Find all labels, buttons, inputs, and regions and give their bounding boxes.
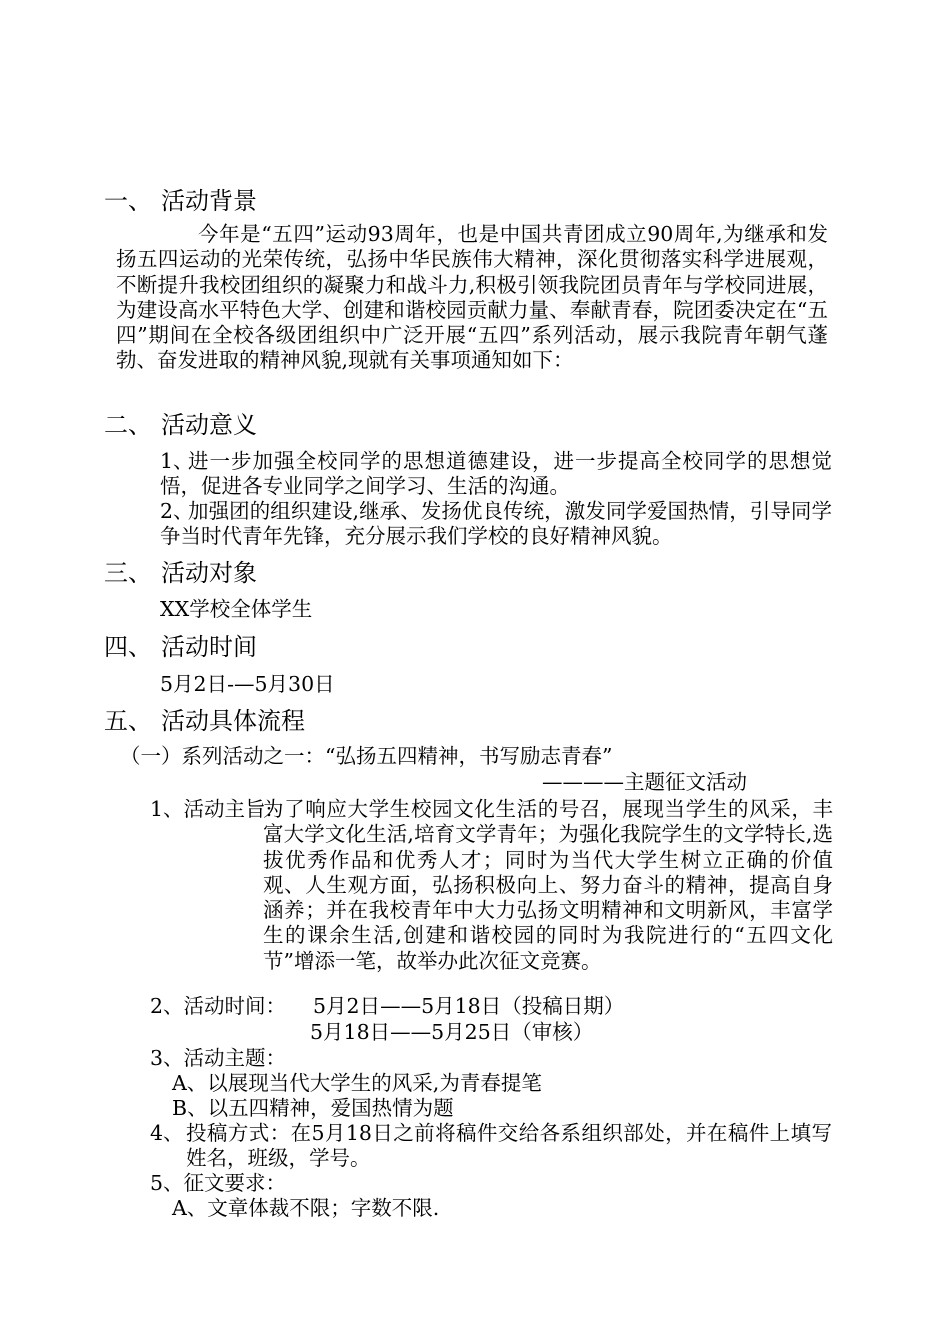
section-title: 活动背景 [161, 187, 257, 215]
activity-one-title: （一）系列活动之一：“弘扬五四精神，书写励志青春” [120, 744, 613, 768]
section-number: 五、 [104, 707, 152, 735]
requirements-label: 5、征文要求： [150, 1171, 287, 1195]
section-heading-flow [104, 706, 305, 736]
significance-item-2 [160, 499, 832, 551]
section-title: 活动对象 [161, 559, 257, 587]
item-number: 2、 [160, 499, 194, 523]
section-heading-target [104, 558, 257, 588]
target-text: XX学校全体学生 [160, 597, 313, 621]
section-heading-significance [104, 410, 257, 440]
item-number: 1、 [160, 449, 194, 473]
purpose-text: 为了响应大学生校园文化生活的号召，展现当学生的风采，丰富大学文化生活,培育文学青年；为强化我院学生的文学特长,选拔优秀作品和优秀人才；同时为当代大学生树立正确的价值观、人生观方面，弘扬积极向上、努力奋斗的精神，提高自身涵养；并在我校青年中大力弘扬文明精神和文明新风，丰富学生的课余生活,创建和谐校园的同时为我院进行的“五四文化节”增添一笔，故举办此次征文竞赛。 [263, 797, 833, 973]
submission-text: 投稿方式：在5月18日之前将稿件交给各系组织部处，并在稿件上填写姓名，班级，学号。 [186, 1121, 832, 1170]
theme-option-b: B、以五四精神，爱国热情为题 [172, 1096, 454, 1120]
section-title: 活动意义 [161, 411, 257, 439]
section-heading-background [104, 186, 257, 216]
theme-label: 3、活动主题： [150, 1046, 287, 1070]
section-number: 一、 [104, 187, 152, 215]
section-number: 三、 [104, 559, 152, 587]
activity-one-subtitle: ————主题征文活动 [542, 770, 747, 794]
activity-time-line2: 5月18日——5月25日（审核） [310, 1020, 594, 1044]
item-text: 进一步加强全校同学的思想道德建设，进一步提高全校同学的思想觉悟，促进各专业同学之间学习、生活的沟通。 [160, 449, 832, 498]
section-heading-time [104, 632, 257, 662]
time-text: 5月2日-—5月30日 [160, 672, 335, 696]
activity-time-label: 2、活动时间： [150, 994, 287, 1018]
purpose-label: 1、活动主旨: [150, 797, 273, 821]
background-paragraph: 今年是“五四”运动93周年，也是中国共青团成立90周年,为继承和发扬五四运动的光荣传统，弘扬中华民族伟大精神，深化贯彻落实科学进展观，不断提升我校团组织的凝聚力和战斗力,积极引领我院团员青年与学校同进展，为建设高水平特色大学、创建和谐校园贡献力量、奉献青春，院团委决定在“五四”期间在全校各级团组织中广泛开展“五四”系列活动，展示我院青年朝气蓬勃、奋发进取的精神风貌,现就有关事项通知如下： [116, 222, 828, 373]
section-number: 四、 [104, 633, 152, 661]
section-title: 活动具体流程 [161, 707, 305, 735]
requirement-a: A、文章体裁不限；字数不限. [172, 1196, 440, 1220]
activity-time-line1: 5月2日——5月18日（投稿日期） [313, 994, 625, 1018]
theme-option-a: A、以展现当代大学生的风采,为青春提笔 [172, 1071, 542, 1095]
submission-method [150, 1121, 832, 1173]
section-title: 活动时间 [161, 633, 257, 661]
significance-item-1 [160, 449, 832, 501]
item-text: 加强团的组织建设,继承、发扬优良传统，激发同学爱国热情，引导同学争当时代青年先锋，充分展示我们学校的良好精神风貌。 [160, 499, 832, 548]
section-number: 二、 [104, 411, 152, 439]
item-number: 4、 [150, 1121, 184, 1145]
